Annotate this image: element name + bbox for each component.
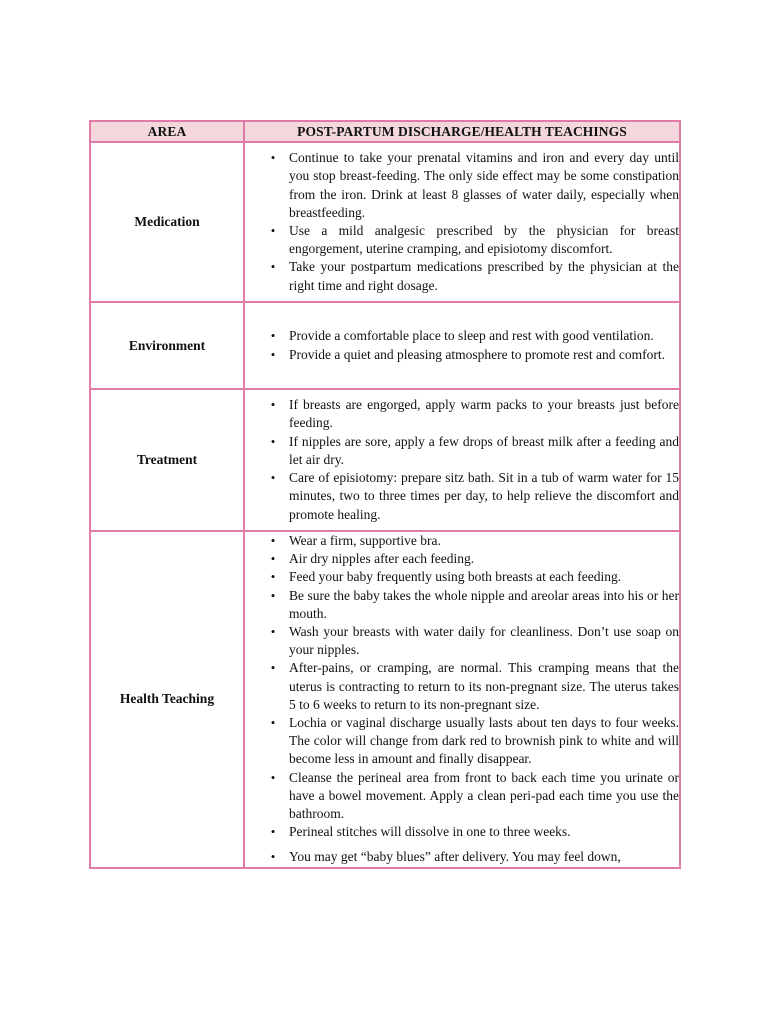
bullet-icon: • (270, 824, 276, 840)
list-item (245, 258, 679, 294)
bullet-list-treatment (245, 396, 679, 523)
bullet-icon: • (270, 660, 276, 676)
list-item-text: You may get “baby blues” after delivery. You may feel down, (289, 849, 621, 865)
bullet-icon: • (270, 150, 276, 166)
area-label-environment: Environment (90, 302, 244, 389)
bullet-icon: • (270, 346, 276, 362)
list-item (245, 769, 679, 824)
table-row-health-teaching (90, 531, 680, 868)
table-row-treatment (90, 389, 680, 531)
bullet-icon: • (270, 259, 276, 275)
list-item (245, 346, 679, 364)
bullet-icon: • (270, 223, 276, 238)
teaching-cell-health-teaching (244, 531, 680, 868)
list-item-text: Wear a firm, supportive bra. (289, 533, 441, 548)
list-item-text: Wash your breasts with water daily for cleanliness. Don’t use soap on your nipples. (289, 624, 679, 658)
list-item-text: Use a mild analgesic prescribed by the physician for breast engorgement, uterine cramping, and episiotomy discomfort. (289, 223, 679, 257)
bullet-icon: • (270, 849, 276, 865)
list-item (245, 823, 679, 841)
area-label-health-teaching: Health Teaching (90, 531, 244, 868)
list-item-text: Continue to take your prenatal vitamins and iron and every day until you stop breast-feeding. The only side effect may be some constipation from the iron. Drink at least 8 glasses of water daily, especially when breastfeeding. (289, 150, 679, 220)
list-item-text: Perineal stitches will dissolve in one to three weeks. (289, 824, 571, 840)
list-item-text: Cleanse the perineal area from front to back each time you urinate or have a bowel movement. Apply a clean peri-pad each time you use the bathroom. (289, 769, 679, 822)
bullet-icon: • (270, 715, 276, 731)
bullet-list-environment (245, 327, 679, 363)
list-item (245, 469, 679, 524)
table-header-row (90, 121, 680, 142)
list-item-text: Lochia or vaginal discharge usually lasts about ten days to four weeks. The color will change from dark red to brownish pink to white and will become less in amount and finally disappear. (289, 715, 679, 767)
bullet-icon: • (270, 433, 276, 449)
header-teachings: POST-PARTUM DISCHARGE/HEALTH TEACHINGS (244, 121, 680, 142)
bullet-icon: • (270, 533, 276, 548)
bullet-icon: • (270, 397, 276, 413)
bullet-list-medication (245, 149, 679, 295)
list-item (245, 550, 679, 568)
list-item (245, 848, 679, 866)
list-item-text: If nipples are sore, apply a few drops of breast milk after a feeding and let air dry. (289, 433, 679, 467)
area-label-treatment: Treatment (90, 389, 244, 531)
bullet-icon: • (270, 470, 276, 486)
list-item-text: Provide a comfortable place to sleep and rest with good ventilation. (289, 328, 654, 344)
list-item (245, 568, 679, 586)
list-item-text: After-pains, or cramping, are normal. This cramping means that the uterus is contracting to return to its non-pregnant size. The uterus takes 5 to 6 weeks to return to its non-pregnant size. (289, 660, 679, 712)
list-item (245, 327, 679, 345)
list-item (245, 149, 679, 222)
bullet-list-health-teaching (245, 532, 679, 867)
bullet-icon: • (270, 587, 276, 603)
teaching-cell-environment (244, 302, 680, 389)
list-item-text: If breasts are engorged, apply warm packs to your breasts just before feeding. (289, 397, 679, 431)
list-item (245, 587, 679, 623)
list-item (245, 222, 679, 258)
list-item-text: Air dry nipples after each feeding. (289, 551, 475, 567)
teaching-cell-treatment (244, 389, 680, 531)
list-item (245, 532, 679, 550)
list-item (245, 714, 679, 769)
header-area: AREA (90, 121, 244, 142)
list-item-text: Feed your baby frequently using both breasts at each feeding. (289, 569, 622, 585)
bullet-icon: • (270, 769, 276, 785)
table-row-environment (90, 302, 680, 389)
area-label-medication: Medication (90, 142, 244, 302)
table-row-medication (90, 142, 680, 302)
list-item-text: Take your postpartum medications prescribed by the physician at the right time and right dosage. (289, 259, 679, 293)
list-item (245, 396, 679, 432)
bullet-icon: • (270, 624, 276, 640)
bullet-icon: • (270, 551, 276, 567)
discharge-teaching-table (89, 120, 681, 869)
bullet-icon: • (270, 569, 276, 585)
list-item (245, 623, 679, 659)
list-item-text: Care of episiotomy: prepare sitz bath. Sit in a tub of warm water for 15 minutes, two to three times per day, to help relieve the discomfort and promote healing. (289, 470, 679, 522)
list-item (245, 433, 679, 469)
list-item (245, 659, 679, 714)
list-item-text: Be sure the baby takes the whole nipple and areolar areas into his or her mouth. (289, 587, 679, 621)
teaching-cell-medication (244, 142, 680, 302)
bullet-icon: • (270, 328, 276, 344)
list-item-text: Provide a quiet and pleasing atmosphere to promote rest and comfort. (289, 346, 666, 362)
